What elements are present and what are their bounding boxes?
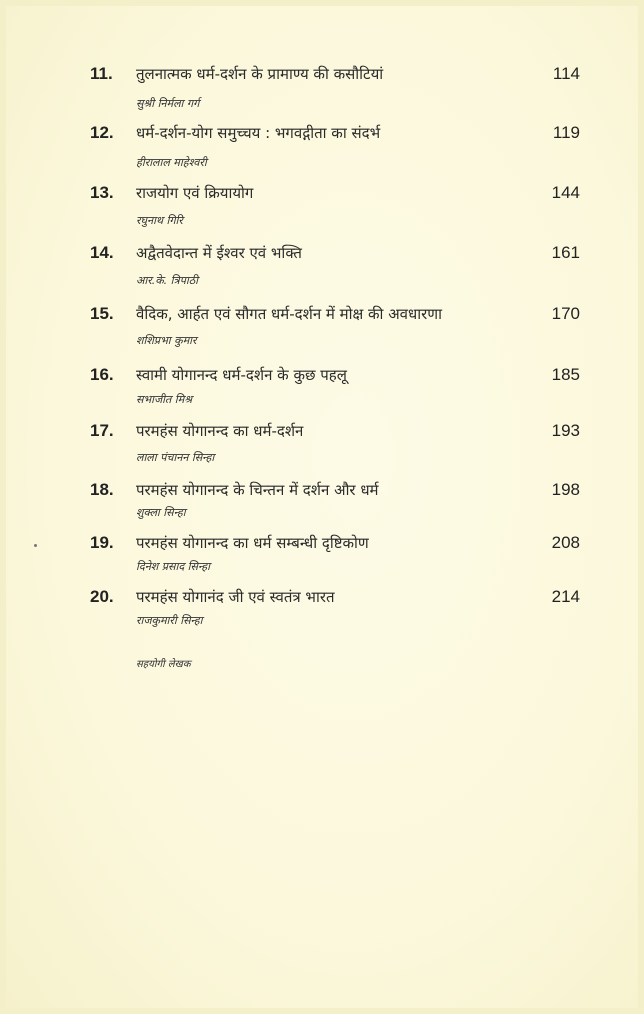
chapter-title: परमहंस योगानंद जी एवं स्वतंत्र भारत [136, 588, 335, 606]
page-number: 185 [551, 365, 580, 384]
page-number: 161 [551, 243, 580, 262]
chapter-author: सुश्री निर्मला गर्ग [136, 97, 200, 110]
page-number: 208 [551, 533, 580, 552]
chapter-number: 18. [90, 480, 114, 499]
chapter-author: राजकुमारी सिन्हा [136, 614, 203, 627]
chapter-author: शशिप्रभा कुमार [136, 334, 197, 347]
chapter-number: 15. [90, 304, 114, 323]
chapter-number: 13. [90, 183, 114, 202]
page [6, 6, 638, 1008]
page-number: 193 [551, 421, 580, 440]
chapter-author: आर.के. त्रिपाठी [136, 274, 198, 287]
chapter-title: अद्वैतवेदान्त में ईश्वर एवं भक्ति [136, 244, 302, 262]
chapter-number: 20. [90, 587, 114, 606]
chapter-author: दिनेश प्रसाद सिन्हा [136, 560, 210, 573]
chapter-title: परमहंस योगानन्द का धर्म-दर्शन [136, 422, 304, 440]
chapter-number: 14. [90, 243, 114, 262]
chapter-title: तुलनात्मक धर्म-दर्शन के प्रामाण्य की कसौटियां [136, 65, 384, 83]
chapter-title: परमहंस योगानन्द का धर्म सम्बन्धी दृष्टिकोण [136, 534, 369, 552]
chapter-title: स्वामी योगानन्द धर्म-दर्शन के कुछ पहलू [136, 366, 347, 384]
chapter-title: वैदिक, आर्हत एवं सौगत धर्म-दर्शन में मोक्ष की अवधारणा [136, 305, 442, 323]
page-number: 114 [552, 64, 580, 83]
page-number: 144 [551, 183, 580, 202]
page-number: 198 [551, 480, 580, 499]
chapter-author: सभाजीत मिश्र [136, 393, 193, 406]
chapter-author: लाला पंचानन सिन्हा [136, 451, 215, 464]
speck [34, 544, 37, 547]
chapter-title: परमहंस योगानन्द के चिन्तन में दर्शन और धर्म [136, 481, 379, 499]
chapter-number: 17. [90, 421, 114, 440]
chapter-author: शुक्ला सिन्हा [136, 506, 186, 519]
chapter-number: 12. [90, 123, 114, 142]
chapter-author: हीरालाल माहेश्वरी [136, 156, 207, 169]
page-number: 170 [551, 304, 580, 323]
chapter-number: 16. [90, 365, 114, 384]
page-number: 214 [551, 587, 580, 606]
contributors-label: सहयोगी लेखक [136, 659, 191, 670]
chapter-title: धर्म-दर्शन-योग समुच्चय : भगवद्गीता का संदर्भ [136, 124, 381, 142]
page-number: 119 [552, 123, 580, 142]
chapter-number: 11. [90, 64, 113, 83]
chapter-title: राजयोग एवं क्रियायोग [136, 184, 254, 202]
chapter-number: 19. [90, 533, 114, 552]
chapter-author: रघुनाथ गिरि [136, 214, 183, 227]
